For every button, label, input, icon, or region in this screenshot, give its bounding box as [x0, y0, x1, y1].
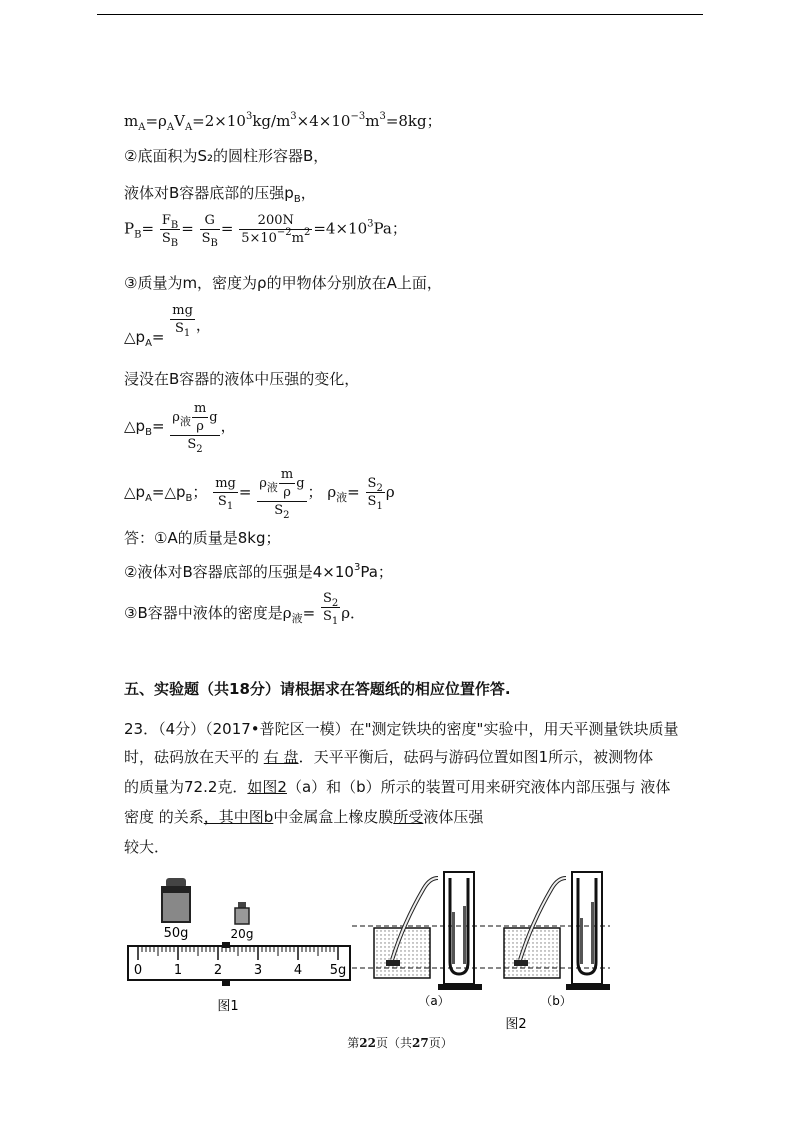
sub: 1 [376, 501, 383, 512]
top-rule [97, 14, 703, 15]
q23-line-4 [124, 806, 483, 827]
sub: B [145, 427, 152, 438]
text: △p [124, 328, 146, 346]
sub: B [210, 238, 218, 249]
sup: 2 [303, 227, 311, 238]
weight-50g-icon [161, 878, 191, 922]
stand-base-a [438, 984, 482, 990]
label-a: （a） [418, 994, 450, 1008]
dpa-formula [124, 302, 211, 349]
beaker-b [504, 928, 560, 978]
text: m [365, 112, 380, 130]
answer-2 [124, 561, 393, 582]
text: S [187, 437, 197, 452]
text: mg [215, 476, 236, 491]
pb-formula: $P_B=$ $\frac{F_B}{S_B}$ = $\frac{G}{S_B}$ = $\frac{200N}{5\times 10^{-2}m^2}$ $=4\times 10^3Pa$； [124, 213, 407, 249]
fraction-200n [239, 212, 312, 247]
sup: 3 [290, 111, 297, 122]
text: ρ [196, 419, 204, 434]
probe-box-b [514, 960, 528, 966]
text: 5×10 [241, 231, 277, 246]
text: ，其中图b [203, 808, 274, 826]
text: S [161, 231, 171, 246]
page-number: 22 [359, 1036, 376, 1050]
fraction-rho-g-over-s2 [170, 400, 219, 453]
text: g [209, 410, 218, 425]
text: m [124, 112, 139, 130]
text: ， [300, 184, 316, 202]
text: g [296, 476, 305, 491]
page-total: 27 [412, 1036, 429, 1050]
figure-1-balance-weights [120, 870, 360, 1020]
text: 页） [428, 1036, 453, 1050]
text: 200N [239, 212, 312, 230]
dpb-formula [124, 400, 236, 453]
text: ， [220, 417, 236, 435]
line-immersed: 浸没在B容器的液体中压强的变化， [124, 370, 360, 388]
text: ②液体对B容器底部的压强是4×10 [124, 563, 354, 581]
text: =4×10 [313, 219, 368, 238]
fraction-f-over-s [160, 212, 180, 247]
answer-1: 答：①A的质量是8kg； [124, 529, 281, 547]
sub: B [293, 194, 301, 205]
text: ×4×10 [296, 112, 351, 130]
label-b: （b） [540, 994, 572, 1008]
figure-2-pressure-gauges [352, 862, 610, 1034]
weight-20g-icon [235, 902, 249, 924]
weight-20g-label: 20g [230, 927, 254, 941]
text: ρ [259, 476, 267, 491]
sub: A [138, 122, 146, 133]
text: ； [192, 483, 208, 501]
sub: 1 [331, 616, 339, 627]
text: V [174, 112, 185, 130]
fraction-mg-over-s1 [213, 475, 238, 510]
text: = [151, 417, 165, 435]
text: △p [124, 483, 146, 501]
scale-tick-label: 1 [173, 963, 183, 978]
text: =2×10 [192, 112, 246, 130]
apparatus-b [504, 872, 610, 1008]
text: ρ． [341, 604, 366, 622]
text: 液体对B容器底部的压强p [124, 184, 294, 202]
sub: 液 [179, 415, 191, 428]
sub: 2 [196, 444, 203, 455]
sup: −3 [350, 111, 366, 122]
text: Pa； [373, 219, 407, 238]
text: = [151, 328, 165, 346]
line-pressure-pb [124, 182, 316, 203]
sup: −2 [276, 227, 292, 238]
sub: A [166, 122, 175, 133]
sub: A [145, 493, 152, 504]
figure-2-caption: 图2 [505, 1017, 527, 1032]
text: = [302, 604, 316, 622]
stand-base-b [566, 984, 610, 990]
fraction-m-over-rho [279, 466, 295, 501]
text: m [193, 401, 207, 416]
text: G [200, 212, 220, 230]
equality-formula [124, 466, 395, 519]
fraction-rho-g-over-s2 [257, 466, 306, 519]
sup: 3 [353, 562, 361, 573]
text: S [217, 494, 227, 509]
q23-line-2 [124, 746, 653, 767]
sup: 3 [379, 111, 386, 122]
text: 时，砝码放在天平的 [124, 748, 264, 766]
text: ③B容器中液体的密度是 [124, 604, 283, 622]
scale-tick-label: 3 [253, 963, 263, 978]
text: ， [195, 316, 211, 334]
scale-tick-label: 5g [329, 963, 347, 978]
fraction-m-over-rho [192, 400, 208, 435]
sub: 1 [226, 501, 234, 512]
text: F [161, 213, 171, 228]
text: △p [124, 417, 146, 435]
text: =8kg； [385, 112, 442, 130]
mass-calc-line [124, 110, 442, 131]
text: m [280, 467, 294, 482]
sub: 液 [266, 481, 278, 494]
page-footer [0, 1034, 800, 1051]
sub: 液 [291, 612, 303, 625]
probe-box-a [386, 960, 400, 966]
sub: B [185, 493, 193, 504]
sup: 3 [245, 111, 253, 122]
answer-3 [124, 590, 365, 625]
sub: 液 [336, 491, 348, 504]
text: ρ [283, 485, 291, 500]
sub: A [145, 338, 152, 349]
q23-line-5: 较大． [124, 838, 170, 856]
scale-tick-label: 2 [213, 963, 223, 978]
text: S [201, 231, 211, 246]
text: ρ [172, 410, 180, 425]
sub: 2 [331, 598, 339, 609]
text: =△p [151, 483, 186, 501]
text: Pa； [360, 563, 393, 581]
text: mg [172, 303, 193, 318]
scale-tick-label: 4 [293, 963, 303, 978]
text: ρ [327, 483, 337, 501]
scale-tick-label: 0 [133, 963, 143, 978]
text: 的质量为72.2克． [124, 778, 248, 796]
text: 中金属盒上橡皮膜 [273, 808, 394, 826]
section-title: 五、实验题（共18分）请根据求在答题纸的相应位置作答. [124, 680, 511, 698]
q23-line-3 [124, 776, 670, 797]
text: S [322, 609, 332, 624]
text: kg/m [252, 112, 291, 130]
text: S [367, 494, 377, 509]
text: 所受 [393, 808, 424, 826]
text: m [291, 231, 304, 246]
answer-blank-2: 如图2 [247, 778, 287, 796]
sub: 2 [376, 483, 383, 494]
text: P [124, 219, 135, 238]
text: = [238, 483, 252, 501]
text: S [322, 591, 332, 606]
sub: B [170, 220, 179, 231]
text: ρ [282, 604, 292, 622]
fraction-g-over-s [200, 212, 220, 247]
weight-50g-label: 50g [163, 926, 189, 941]
fraction-s2-over-s1 [366, 475, 385, 510]
text: S [367, 476, 377, 491]
text: S [274, 503, 284, 518]
fraction-mg-over-s1 [170, 302, 195, 337]
text: ．天平平衡后，砝码与游码位置如图1所示，被测物体 [298, 748, 654, 766]
apparatus-a [374, 872, 482, 1008]
sup: 3 [367, 218, 374, 230]
answer-blank-1: 右 盘 [263, 748, 299, 766]
fraction-s2-over-s1 [321, 590, 340, 625]
rider-top [222, 942, 230, 948]
text: 页（共 [375, 1036, 412, 1050]
text: 密度 的关系 [124, 808, 204, 826]
line-object-placed: ③质量为m，密度为ρ的甲物体分别放在A上面， [124, 274, 442, 292]
sub: A [184, 122, 193, 133]
figure-1-caption: 图1 [217, 999, 239, 1014]
sub: 2 [283, 510, 290, 521]
sub: 1 [183, 328, 191, 339]
rider-bottom [222, 980, 230, 986]
sub: B [170, 238, 179, 249]
q23-line-1: 23．（4分）（2017•普陀区一模）在"测定铁块的密度"实验中，用天平测量铁块质量 [124, 720, 679, 738]
text: ； [307, 483, 323, 501]
text: S [174, 321, 184, 336]
sub: B [134, 229, 142, 241]
text: （a）和（b）所示的装置可用来研究液体内部压强与 液体 [286, 778, 671, 796]
text: 第 [347, 1036, 360, 1050]
text: =ρ [145, 112, 167, 130]
text: 液体压强 [423, 808, 484, 826]
text: = [347, 483, 360, 501]
line-container-b: ②底面积为S₂的圆柱形容器B， [124, 147, 329, 165]
text: ρ [385, 483, 395, 501]
scale-ruler [128, 946, 350, 980]
